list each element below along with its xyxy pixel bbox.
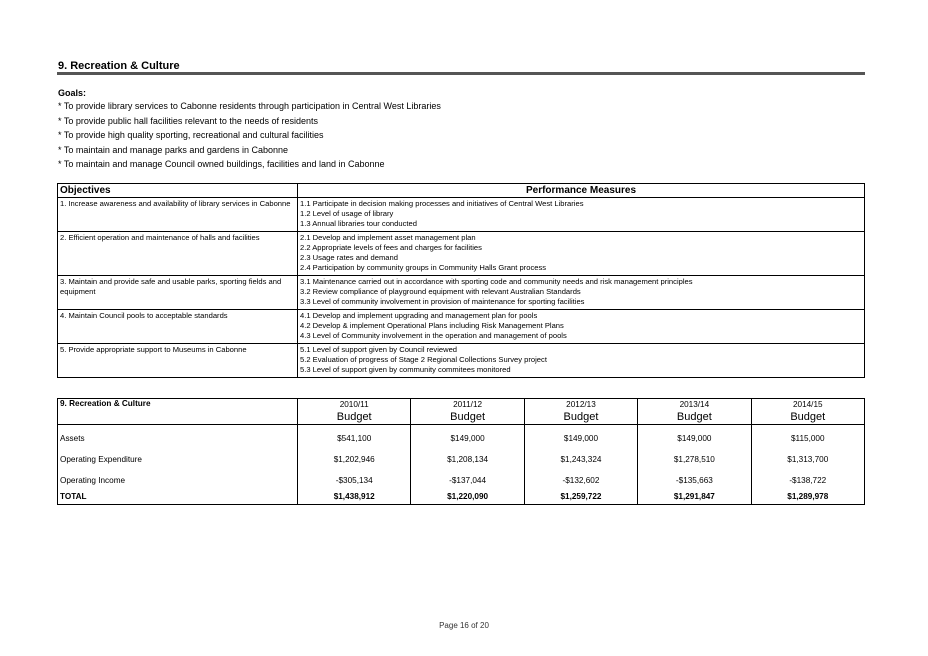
objective-row bbox=[58, 276, 865, 310]
objective-cell: 4. Maintain Council pools to acceptable standards bbox=[58, 310, 298, 344]
budget-row bbox=[58, 446, 865, 467]
row-label: Operating Expenditure bbox=[58, 446, 298, 467]
measure-item: 1.2 Level of usage of library bbox=[300, 209, 394, 218]
budget-value: $1,243,324 bbox=[524, 446, 637, 467]
year-header bbox=[411, 399, 524, 425]
year-header bbox=[751, 399, 864, 425]
budget-value: $149,000 bbox=[638, 425, 751, 447]
measure-item: 4.3 Level of Community involvement in the operation and management of pools bbox=[300, 331, 567, 340]
budget-value: $149,000 bbox=[524, 425, 637, 447]
budget-label: Budget bbox=[450, 411, 486, 423]
objectives-header-row bbox=[58, 184, 865, 198]
year-header bbox=[638, 399, 751, 425]
measure-item: 4.2 Develop & implement Operational Plans including Risk Management Plans bbox=[300, 321, 564, 330]
goal-item: * To provide public hall facilities relevant to the needs of residents bbox=[58, 115, 318, 126]
goals-list bbox=[58, 99, 441, 172]
budget-row bbox=[58, 467, 865, 488]
goal-item: * To maintain and manage parks and gardens in Cabonne bbox=[58, 144, 288, 155]
year-label: 2012/13 bbox=[566, 400, 596, 409]
objectives-header: Objectives bbox=[58, 184, 298, 198]
objectives-table bbox=[57, 183, 865, 378]
goal-item: * To maintain and manage Council owned buildings, facilities and land in Cabonne bbox=[58, 159, 385, 169]
section-title: 9. Recreation & Culture bbox=[58, 60, 180, 72]
budget-label: Budget bbox=[336, 411, 372, 423]
measure-item: 4.1 Develop and implement upgrading and management plan for pools bbox=[300, 311, 538, 320]
budget-value: -$135,663 bbox=[638, 467, 751, 488]
objective-row bbox=[58, 344, 865, 378]
budget-value: -$132,602 bbox=[524, 467, 637, 488]
measure-item: 2.1 Develop and implement asset management plan bbox=[300, 233, 476, 242]
total-value: $1,438,912 bbox=[298, 488, 411, 505]
measures-cell bbox=[298, 310, 865, 344]
budget-value: $1,278,510 bbox=[638, 446, 751, 467]
measure-item: 5.3 Level of support given by community commitees monitored bbox=[300, 365, 511, 374]
year-header bbox=[298, 399, 411, 425]
goals-heading: Goals: bbox=[58, 88, 87, 98]
page-number: Page 16 of 20 bbox=[439, 621, 489, 630]
row-label: Assets bbox=[58, 425, 298, 447]
row-label: Operating Income bbox=[58, 467, 298, 488]
objective-row bbox=[58, 232, 865, 276]
budget-total-row bbox=[58, 488, 865, 505]
budget-value: $1,313,700 bbox=[751, 446, 864, 467]
measure-item: 3.3 Level of community involvement in provision of maintenance for sporting facilities bbox=[300, 297, 585, 306]
budget-table bbox=[57, 398, 865, 505]
objective-cell: 3. Maintain and provide safe and usable parks, sporting fields and equipment bbox=[58, 276, 298, 310]
performance-measures-header: Performance Measures bbox=[298, 184, 865, 198]
measure-item: 1.3 Annual libraries tour conducted bbox=[300, 219, 417, 228]
budget-table-title: 9. Recreation & Culture bbox=[58, 399, 298, 425]
budget-label: Budget bbox=[676, 411, 712, 423]
measure-item: 5.1 Level of support given by Council reviewed bbox=[300, 345, 458, 354]
total-value: $1,259,722 bbox=[524, 488, 637, 505]
budget-value: -$138,722 bbox=[751, 467, 864, 488]
measure-item: 5.2 Evaluation of progress of Stage 2 Regional Collections Survey project bbox=[300, 355, 547, 364]
measures-cell bbox=[298, 344, 865, 378]
title-rule bbox=[57, 72, 865, 75]
objective-row bbox=[58, 310, 865, 344]
measure-item: 1.1 Participate in decision making processes and initiatives of Central West Libraries bbox=[300, 199, 584, 208]
goal-item: * To provide high quality sporting, recreational and cultural facilities bbox=[58, 130, 324, 140]
year-label: 2011/12 bbox=[453, 400, 483, 409]
total-value: $1,220,090 bbox=[411, 488, 524, 505]
measure-item: 3.1 Maintenance carried out in accordance with sporting code and community needs and risk management principles bbox=[300, 277, 693, 286]
measures-cell bbox=[298, 198, 865, 232]
budget-value: $1,208,134 bbox=[411, 446, 524, 467]
budget-label: Budget bbox=[790, 411, 826, 423]
measures-cell bbox=[298, 276, 865, 310]
objective-cell: 1. Increase awareness and availability of library services in Cabonne bbox=[58, 198, 298, 232]
budget-row bbox=[58, 425, 865, 447]
goal-item: * To provide library services to Cabonne residents through participation in Central West Libraries bbox=[58, 101, 441, 111]
budget-value: $541,100 bbox=[298, 425, 411, 447]
budget-value: $149,000 bbox=[411, 425, 524, 447]
budget-value: $1,202,946 bbox=[298, 446, 411, 467]
budget-value: -$137,044 bbox=[411, 467, 524, 488]
year-label: 2013/14 bbox=[679, 400, 710, 409]
budget-label: Budget bbox=[563, 411, 599, 423]
total-value: $1,289,978 bbox=[751, 488, 864, 505]
measures-cell bbox=[298, 232, 865, 276]
objective-cell: 5. Provide appropriate support to Museums in Cabonne bbox=[58, 344, 298, 378]
year-label: 2010/11 bbox=[339, 400, 369, 409]
measure-item: 2.4 Participation by community groups in Community Halls Grant process bbox=[300, 263, 547, 272]
measure-item: 2.2 Appropriate levels of fees and charges for facilities bbox=[300, 243, 482, 252]
total-label: TOTAL bbox=[58, 488, 298, 505]
year-header bbox=[524, 399, 637, 425]
budget-value: -$305,134 bbox=[298, 467, 411, 488]
measure-item: 3.2 Review compliance of playground equipment with relevant Australian Standards bbox=[300, 287, 581, 296]
objective-cell: 2. Efficient operation and maintenance of halls and facilities bbox=[58, 232, 298, 276]
budget-header-row bbox=[58, 399, 865, 425]
measure-item: 2.3 Usage rates and demand bbox=[300, 253, 398, 262]
objective-row bbox=[58, 198, 865, 232]
year-label: 2014/15 bbox=[792, 400, 823, 409]
budget-value: $115,000 bbox=[751, 425, 864, 447]
total-value: $1,291,847 bbox=[638, 488, 751, 505]
